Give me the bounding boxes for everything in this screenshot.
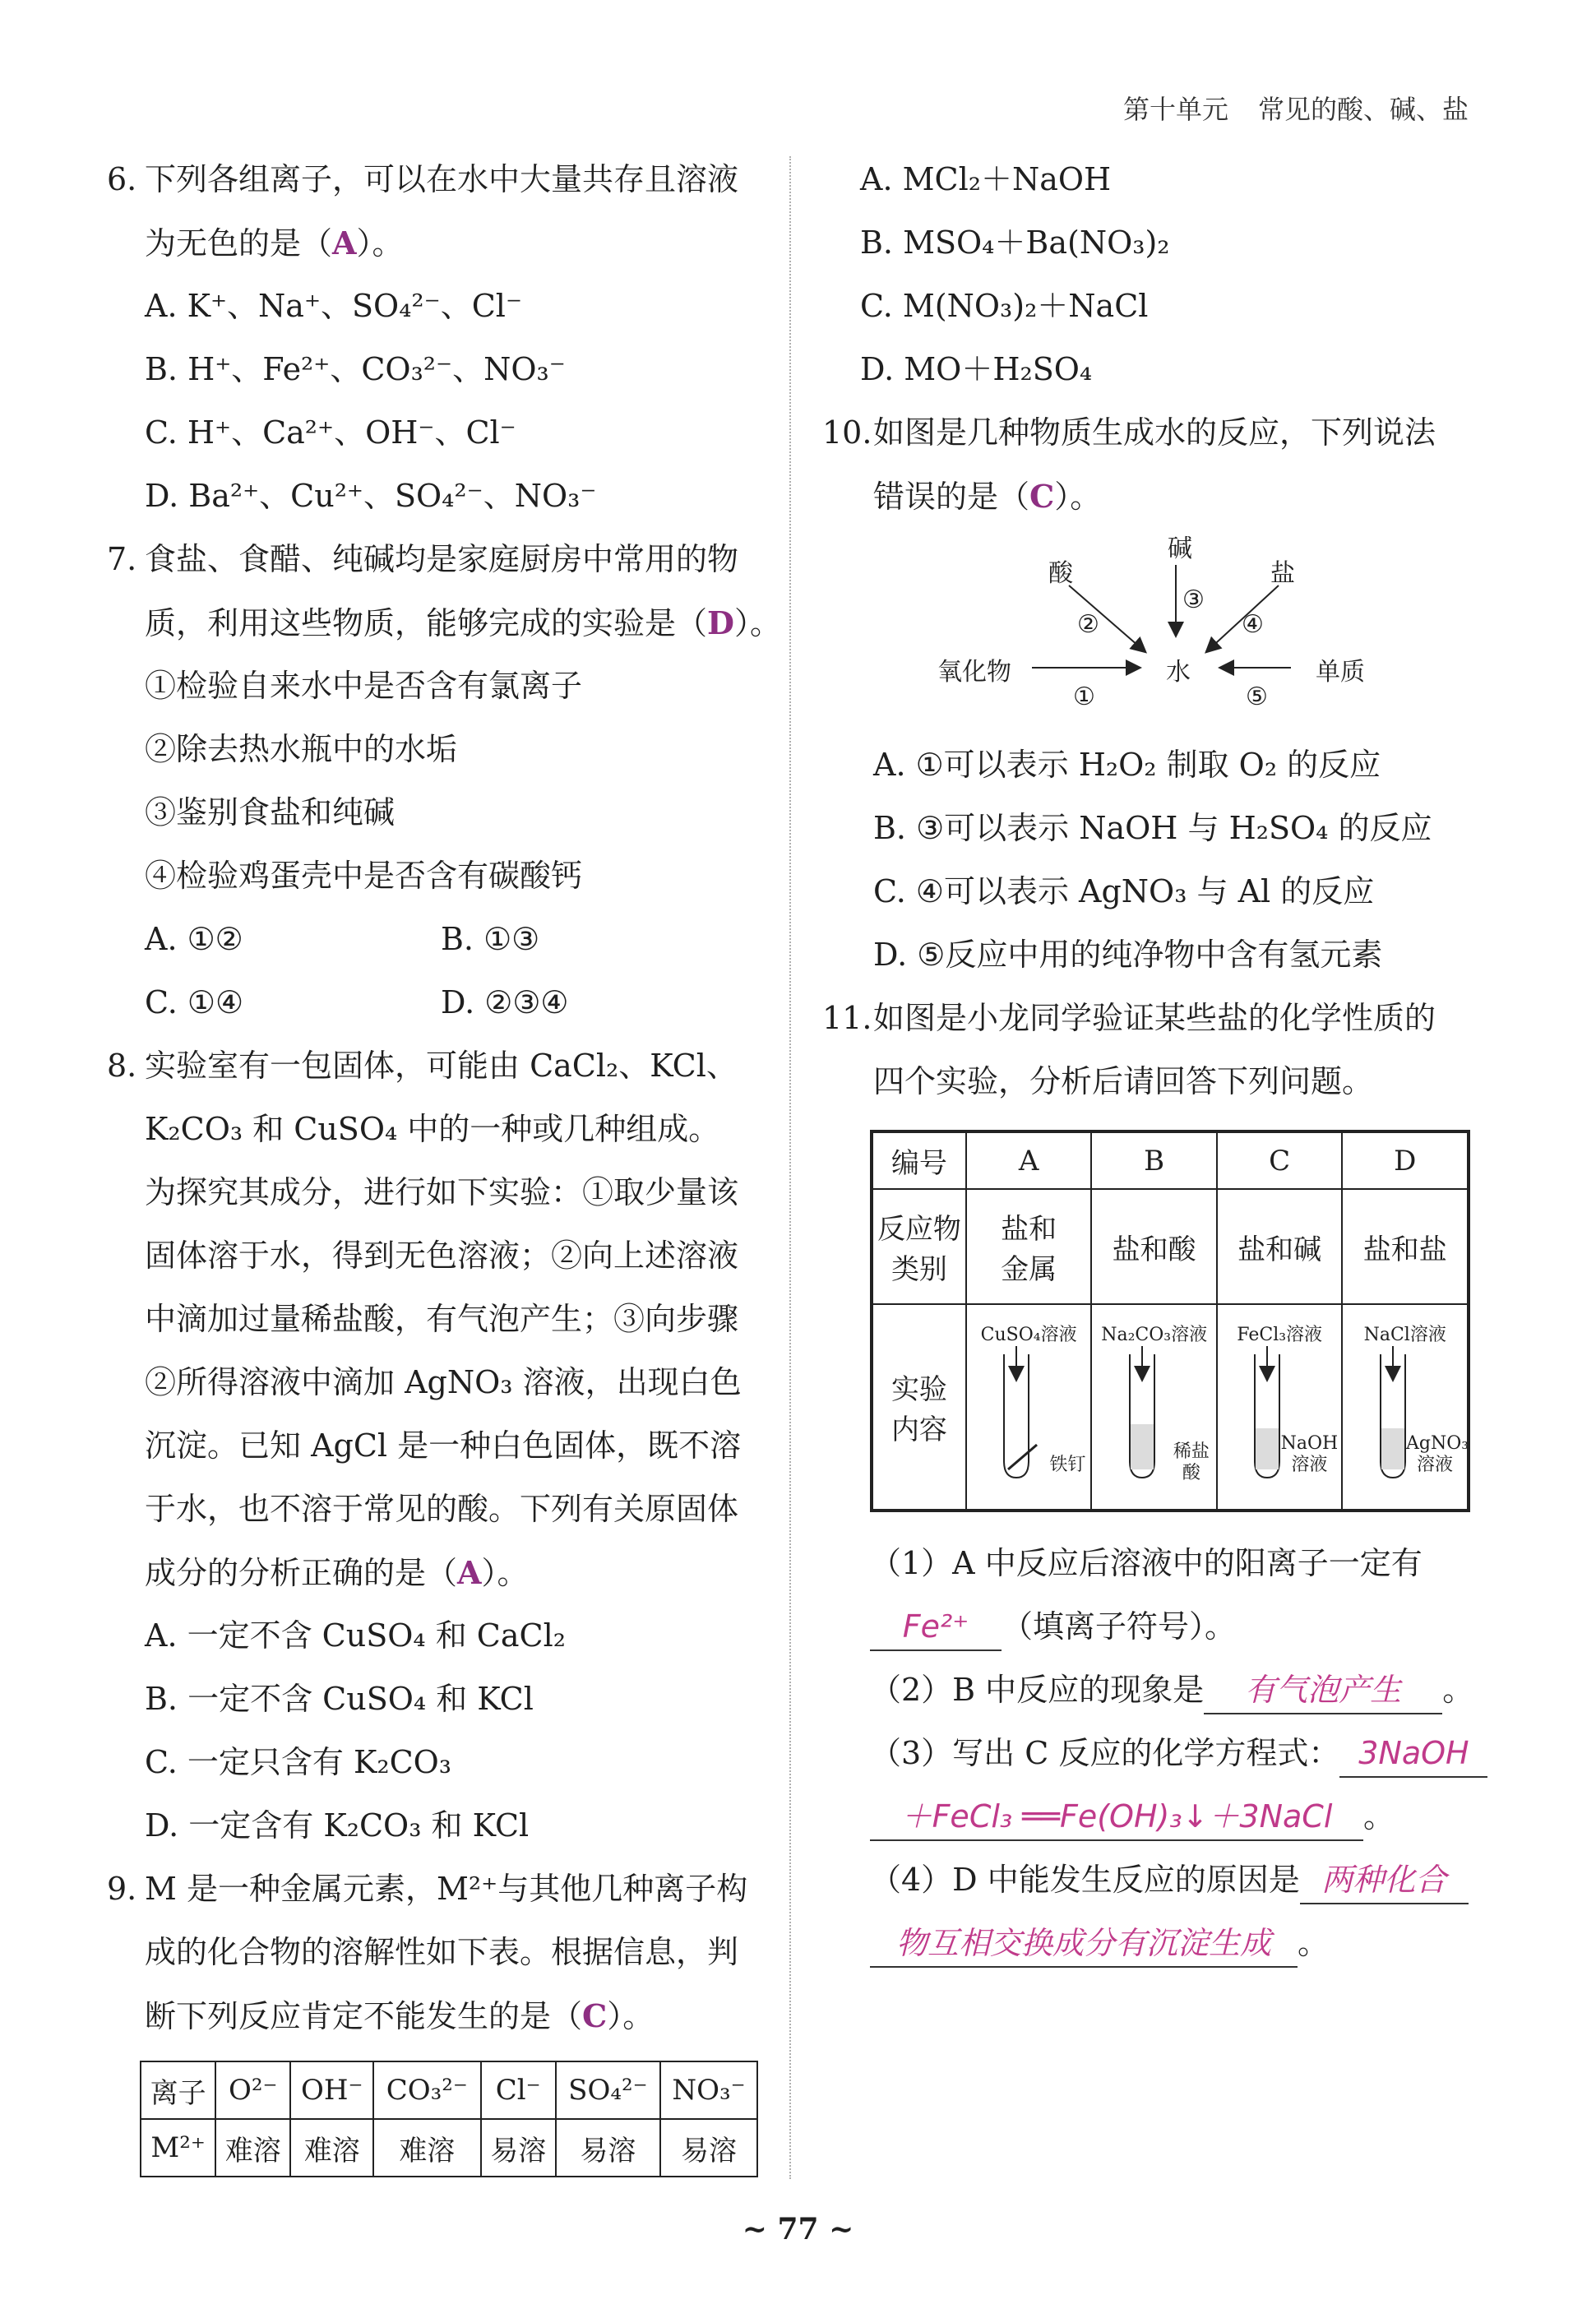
diagram-n1: ① — [1073, 682, 1095, 711]
option: A. 一定不含 CuSO₄ 和 CaCl₂ — [145, 1617, 566, 1654]
diagram-salt: 盐 — [1270, 559, 1295, 588]
cell-text: 类别 — [891, 1253, 947, 1286]
tube-label: Na₂CO₃溶液 — [1101, 1325, 1208, 1345]
table-cell — [1091, 1304, 1217, 1511]
option: B. 一定不含 CuSO₄ 和 KCl — [145, 1681, 534, 1717]
table-cell: 盐和酸 — [1091, 1189, 1217, 1304]
table-cell: SO₄²⁻ — [556, 2061, 660, 2119]
option: A. ①可以表示 H₂O₂ 制取 O₂ 的反应 — [873, 747, 1381, 783]
question-stem: ）。 — [1054, 479, 1102, 515]
tube-side-label: NaOH溶液 — [1280, 1433, 1339, 1475]
option: B. H⁺、Fe²⁺、CO₃²⁻、NO₃⁻ — [145, 351, 566, 387]
question-stem: 为探究其成分，进行如下实验：①取少量该 — [145, 1174, 739, 1210]
list-item: ①检验自来水中是否含有氯离子 — [145, 668, 583, 704]
question-stem: ）。 — [356, 225, 404, 261]
question-stem: 下列各组离子，可以在水中大量共存且溶液 — [145, 161, 739, 197]
unit-title: 常见的酸、碱、盐 — [1257, 94, 1469, 125]
sub-question-4: （4）D 中能发生反应的原因是 — [870, 1862, 1300, 1898]
page-number: ~ 77 ~ — [742, 2212, 854, 2246]
option: D. MO＋H₂SO₄ — [860, 351, 1093, 387]
question-stem: 四个实验，分析后请回答下列问题。 — [873, 1063, 1374, 1099]
sub-question-3: （3）写出 C 反应的化学方程式： — [870, 1735, 1340, 1771]
option: B. MSO₄＋Ba(NO₃)₂ — [860, 224, 1170, 261]
page-header — [1094, 89, 1469, 127]
table-cell: 盐和碱 — [1217, 1189, 1343, 1304]
diagram-oxide: 氧化物 — [937, 658, 1011, 687]
list-item: ③鉴别食盐和纯碱 — [145, 794, 396, 831]
question-6 — [107, 148, 765, 528]
cell-text: 实验 — [891, 1373, 947, 1406]
tube-label: FeCl₃溶液 — [1237, 1325, 1323, 1345]
answer-mark: C — [582, 1997, 608, 2034]
reaction-arrows — [822, 528, 1480, 733]
table-cell — [1342, 1304, 1469, 1511]
table-cell: 离子 — [141, 2061, 215, 2119]
experiment-table — [870, 1130, 1470, 1512]
answer-blank-1: Fe²⁺ — [870, 1603, 1002, 1651]
table-cell: M²⁺ — [141, 2119, 215, 2177]
table-cell: 难溶 — [373, 2119, 481, 2177]
option: D. Ba²⁺、Cu²⁺、SO₄²⁻、NO₃⁻ — [145, 478, 597, 514]
list-item: ②除去热水瓶中的水垢 — [145, 731, 458, 767]
diagram-n5: ⑤ — [1246, 682, 1268, 711]
table-cell: 难溶 — [290, 2119, 373, 2177]
cell-text: 金属 — [1001, 1253, 1057, 1286]
question-stem: ）。 — [481, 1555, 529, 1591]
table-row — [141, 2061, 757, 2119]
table-cell — [1217, 1304, 1343, 1511]
answer-blank-2: 有气泡产生 — [1204, 1667, 1442, 1714]
table-cell: O²⁻ — [215, 2061, 290, 2119]
question-stem: 。 — [1298, 1925, 1330, 1961]
answer-blank-4b: 物互相交换成分有沉淀生成 — [870, 1920, 1298, 1968]
option: D. ②③④ — [441, 984, 569, 1020]
list-item: ④检验鸡蛋壳中是否含有碳酸钙 — [145, 858, 583, 894]
answer-blank-3b: ＋FeCl₃ ══Fe(OH)₃↓＋3NaCl — [870, 1793, 1363, 1841]
question-8 — [107, 1034, 765, 1858]
table-cell: Cl⁻ — [481, 2061, 556, 2119]
tube-side-label: 稀盐酸 — [1173, 1441, 1210, 1483]
question-stem: 质，利用这些物质，能够完成的实验是（ — [145, 605, 708, 641]
sub-question-1: （1）A 中反应后溶液中的阳离子一定有 — [870, 1545, 1423, 1581]
diagram-n3: ③ — [1182, 585, 1205, 614]
option: A. MCl₂＋NaOH — [860, 161, 1112, 197]
table-cell: D — [1342, 1131, 1469, 1189]
answer-mark: A — [457, 1554, 482, 1591]
solubility-table — [140, 2061, 758, 2177]
question-stem: 。 — [1363, 1798, 1395, 1835]
question-number: 8. — [107, 1048, 137, 1084]
table-cell: 易溶 — [556, 2119, 660, 2177]
option: B. ①③ — [441, 921, 540, 957]
question-11 — [822, 987, 1480, 1975]
tube-label: CuSO₄溶液 — [980, 1325, 1077, 1345]
left-column — [107, 148, 781, 2177]
option: C. M(NO₃)₂＋NaCl — [860, 288, 1149, 324]
cell-text: 盐和 — [1001, 1213, 1057, 1246]
tube-side-label: 铁钉 — [1049, 1455, 1086, 1475]
table-cell: OH⁻ — [290, 2061, 373, 2119]
question-stem: ）。 — [607, 1998, 655, 2034]
option: D. ⑤反应中用的纯净物中含有氢元素 — [873, 937, 1383, 973]
table-row — [872, 1304, 1469, 1511]
table-cell: 盐和盐 — [1342, 1189, 1469, 1304]
question-stem: 如图是几种物质生成水的反应，下列说法 — [873, 414, 1436, 451]
table-row — [141, 2119, 757, 2177]
question-7 — [107, 528, 781, 1034]
diagram-element: 单质 — [1316, 658, 1365, 687]
option: A. K⁺、Na⁺、SO₄²⁻、Cl⁻ — [145, 288, 523, 324]
question-stem: 固体溶于水，得到无色溶液；②向上述溶液 — [145, 1238, 739, 1274]
question-stem: 。 — [1442, 1672, 1474, 1708]
question-number: 11. — [822, 1000, 872, 1036]
tube-side-label: AgNO₃溶液 — [1406, 1433, 1469, 1475]
diagram-n2: ② — [1077, 610, 1099, 639]
option: A. ①② — [145, 921, 243, 957]
table-cell: 易溶 — [481, 2119, 556, 2177]
question-stem: ）。 — [733, 605, 781, 641]
cell-text: 内容 — [891, 1413, 947, 1446]
question-9 — [107, 1858, 765, 2177]
table-cell: 易溶 — [660, 2119, 757, 2177]
diagram-n4: ④ — [1242, 610, 1264, 639]
question-number: 10. — [822, 414, 872, 451]
table-cell — [872, 1304, 966, 1511]
question-number: 7. — [107, 541, 137, 577]
answer-mark: D — [707, 604, 734, 641]
table-row — [872, 1189, 1469, 1304]
table-cell — [966, 1304, 1092, 1511]
sub-question-2: （2）B 中反应的现象是 — [870, 1672, 1205, 1708]
option: C. 一定只含有 K₂CO₃ — [145, 1744, 452, 1780]
table-row — [872, 1131, 1469, 1189]
question-stem: 于水，也不溶于常见的酸。下列有关原固体 — [145, 1491, 739, 1527]
question-stem: ②所得溶液中滴加 AgNO₃ 溶液，出现白色 — [145, 1364, 742, 1400]
option: B. ③可以表示 NaOH 与 H₂SO₄ 的反应 — [873, 810, 1432, 846]
option: C. ①④ — [145, 984, 244, 1020]
question-stem: 沉淀。已知 AgCl 是一种白色固体，既不溶 — [145, 1427, 742, 1464]
question-stem: 如图是小龙同学验证某些盐的化学性质的 — [873, 1000, 1436, 1036]
question-number: 6. — [107, 161, 137, 197]
answer-blank-4a: 两种化合 — [1300, 1857, 1469, 1904]
table-cell: 编号 — [872, 1131, 966, 1189]
table-cell: C — [1217, 1131, 1343, 1189]
option: C. H⁺、Ca²⁺、OH⁻、Cl⁻ — [145, 414, 516, 451]
table-cell: NO₃⁻ — [660, 2061, 757, 2119]
option: D. 一定含有 K₂CO₃ 和 KCl — [145, 1807, 530, 1844]
question-stem: 实验室有一包固体，可能由 CaCl₂、KCl、 — [145, 1048, 738, 1084]
cell-text: 反应物 — [877, 1213, 961, 1246]
diagram-acid: 酸 — [1048, 559, 1073, 588]
option: C. ④可以表示 AgNO₃ 与 Al 的反应 — [873, 873, 1375, 909]
reaction-diagram — [822, 528, 1480, 733]
column-divider — [789, 156, 791, 2179]
question-stem: 断下列反应肯定不能发生的是（ — [145, 1998, 583, 2034]
answer-blank-3a: 3NaOH — [1339, 1730, 1487, 1778]
question-stem: 成的化合物的溶解性如下表。根据信息，判 — [145, 1934, 739, 1970]
question-number: 9. — [107, 1871, 137, 1907]
table-cell — [872, 1189, 966, 1304]
table-cell: A — [966, 1131, 1092, 1189]
table-cell: 难溶 — [215, 2119, 290, 2177]
answer-mark: C — [1029, 478, 1055, 515]
question-stem: 食盐、食醋、纯碱均是家庭厨房中常用的物 — [145, 541, 739, 577]
table-cell: CO₃²⁻ — [373, 2061, 481, 2119]
table-cell — [966, 1189, 1092, 1304]
question-10 — [822, 401, 1480, 987]
question-stem: 中滴加过量稀盐酸，有气泡产生；③向步骤 — [145, 1301, 739, 1337]
unit-label: 第十单元 — [1122, 94, 1228, 125]
question-stem: 为无色的是（ — [145, 225, 333, 261]
table-cell: B — [1091, 1131, 1217, 1189]
tube-label: NaCl溶液 — [1363, 1325, 1446, 1345]
diagram-water: 水 — [1166, 658, 1191, 687]
question-stem: 成分的分析正确的是（ — [145, 1555, 458, 1591]
question-stem: 错误的是（ — [873, 479, 1030, 515]
question-stem: M 是一种金属元素，M²⁺与其他几种离子构 — [145, 1871, 748, 1907]
question-stem: K₂CO₃ 和 CuSO₄ 中的一种或几种组成。 — [145, 1111, 720, 1147]
answer-mark: A — [332, 224, 357, 261]
question-stem: （填离子符号）。 — [1002, 1608, 1237, 1645]
right-column — [822, 148, 1480, 1975]
diagram-base: 碱 — [1168, 534, 1192, 563]
